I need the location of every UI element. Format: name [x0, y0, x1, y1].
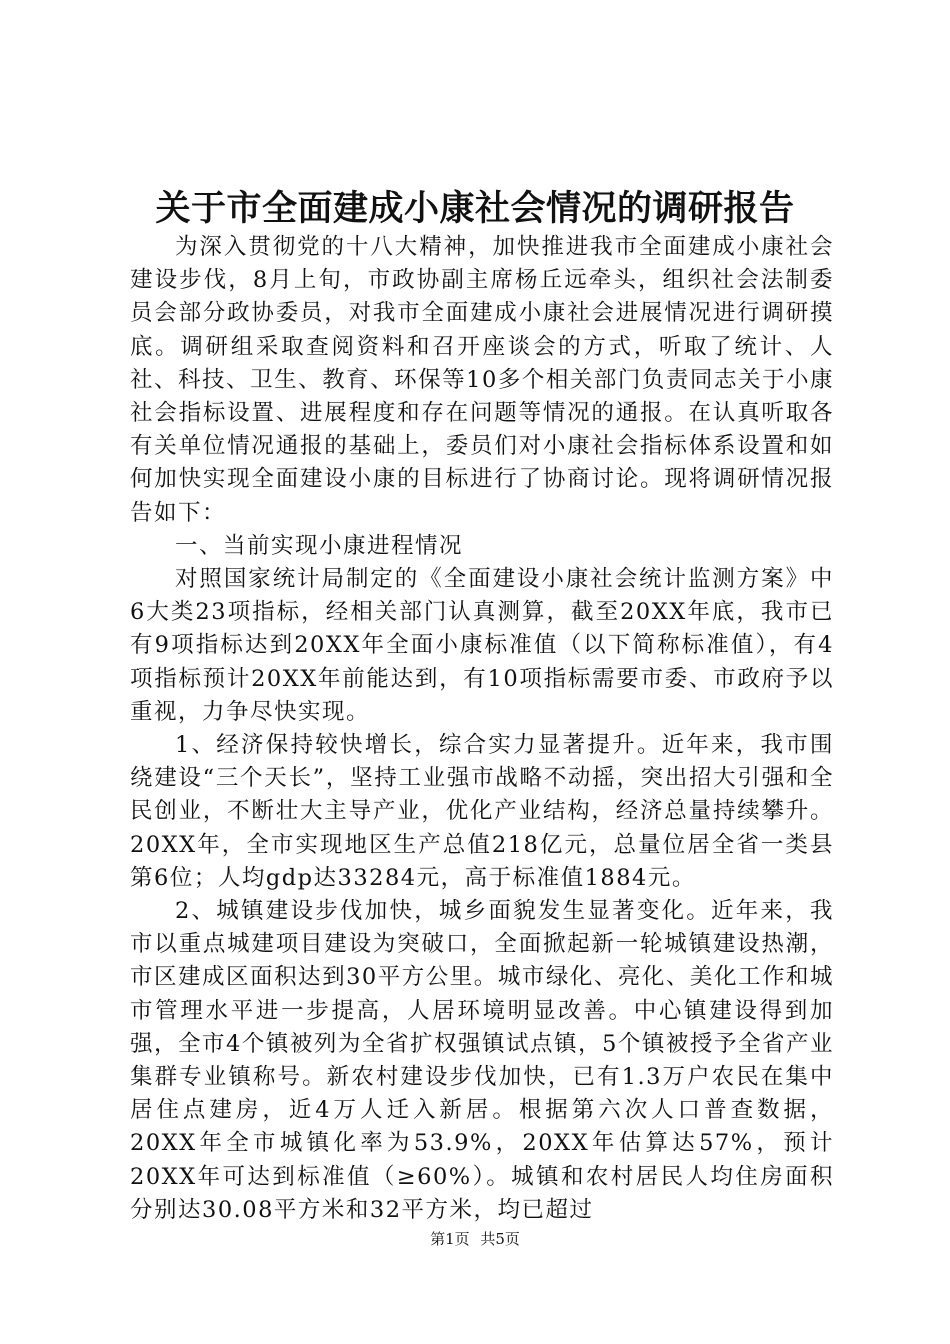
page-number: 第1页 — [430, 1230, 470, 1248]
paragraph-economy: 1、经济保持较快增长，综合实力显著提升。近年来，我市围绕建设“三个天长”，坚持工业强市战略不动摇，突出招大引强和全民创业，不断壮大主导产业，优化产业结构，经济总量持续攀升。20XX年，全市实现地区生产总值218亿元，总量位居全省一类县第6位；人均gdp达33284元，高于标准值1884元。 — [130, 732, 834, 891]
paragraph-intro: 为深入贯彻党的十八大精神，加快推进我市全面建成小康社会建设步伐，8月上旬，市政协副主席杨丘远牵头，组织社会法制委员会部分政协委员，对我市全面建成小康社会进展情况进行调研摸底。调研组采取查阅资料和召开座谈会的方式，听取了统计、人社、科技、卫生、教育、环保等10多个相关部门负责同志关于小康社会指标设置、进展程度和存在问题等情况的通报。在认真听取各有关单位情况通报的基础上，委员们对小康社会指标体系设置和如何加快实现全面建设小康的目标进行了协商讨论。现将调研情况报告如下： — [130, 234, 834, 526]
document-body — [130, 231, 834, 1227]
document-title: 关于市全面建成小康社会情况的调研报告 — [155, 188, 795, 229]
section-heading: 一、当前实现小康进程情况 — [175, 532, 464, 559]
paragraph-urbanization: 2、城镇建设步伐加快，城乡面貌发生显著变化。近年来，我市以重点城建项目建设为突破口，全面掀起新一轮城镇建设热潮，市区建成区面积达到30平方公里。城市绿化、亮化、美化工作和城市管理水平进一步提高，人居环境明显改善。中心镇建设得到加强，全市4个镇被列为全省扩权强镇试点镇，5个镇被授予全省产业集群专业镇称号。新农村建设步伐加快，已有1.3万户农民在集中居住点建房，近4万人迁入新居。根据第六次人口普查数据，20XX年全市城镇化率为53.9%，20XX年估算达57%，预计20XX年可达到标准值（≥60%）。城镇和农村居民人均住房面积分别达30.08平方米和32平方米，均已超过 — [130, 898, 834, 1223]
page-total: 共5页 — [480, 1230, 520, 1248]
paragraph-overview: 对照国家统计局制定的《全面建设小康社会统计监测方案》中6大类23项指标，经相关部门认真测算，截至20XX年底，我市已有9项指标达到20XX年全面小康标准值（以下简称标准值），有4项指标预计20XX年前能达到，有10项指标需要市委、市政府予以重视，力争尽快实现。 — [130, 566, 834, 725]
page-footer — [0, 1228, 950, 1250]
